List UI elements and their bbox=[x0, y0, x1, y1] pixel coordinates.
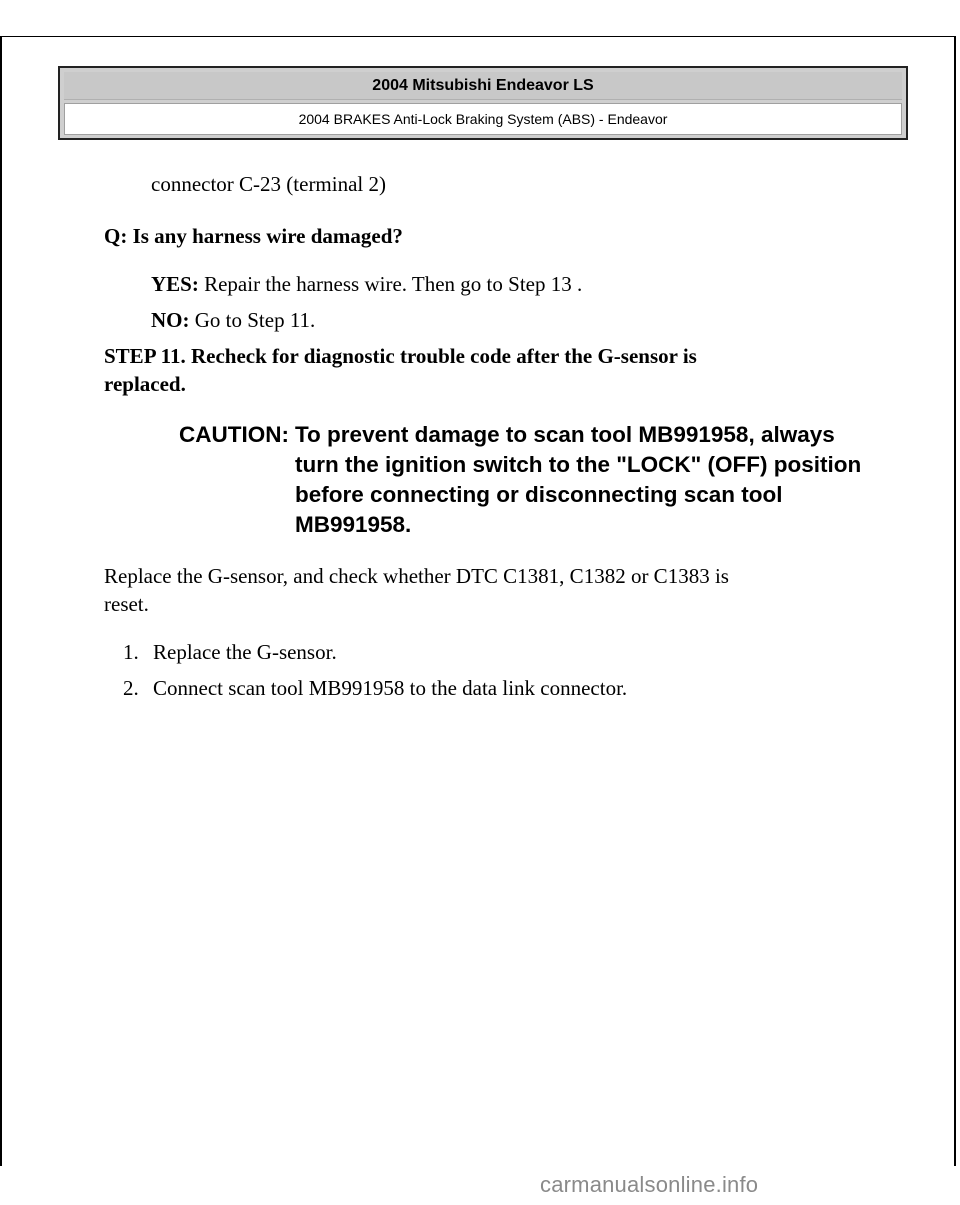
document-header bbox=[58, 66, 908, 140]
list-text: Connect scan tool MB991958 to the data link connector. bbox=[153, 676, 628, 700]
step-title-line2: replaced. bbox=[104, 372, 186, 396]
watermark: carmanualsonline.info bbox=[540, 1172, 759, 1197]
no-label: NO: bbox=[151, 308, 190, 332]
yes-label: YES: bbox=[151, 272, 199, 296]
no-text: Go to Step 11. bbox=[189, 308, 316, 332]
continuation-text: connector C-23 (terminal 2) bbox=[151, 172, 386, 196]
answer-yes bbox=[151, 270, 582, 298]
question-text: Q: Is any harness wire damaged? bbox=[104, 224, 403, 248]
header-title: 2004 Mitsubishi Endeavor LS bbox=[64, 72, 902, 100]
caution-note bbox=[179, 420, 879, 540]
list-item bbox=[123, 674, 627, 702]
caution-label: CAUTION: bbox=[179, 422, 289, 447]
list-text: Replace the G-sensor. bbox=[153, 640, 337, 664]
list-number: 1. bbox=[123, 640, 139, 664]
list-number: 2. bbox=[123, 676, 139, 700]
instruction-line1: Replace the G-sensor, and check whether DTC C1381, C1382 or C1383 is bbox=[104, 564, 729, 588]
header-subtitle: 2004 BRAKES Anti-Lock Braking System (ABS) - Endeavor bbox=[64, 103, 902, 135]
answer-no bbox=[151, 306, 315, 334]
yes-text: Repair the harness wire. Then go to Step 13 . bbox=[198, 272, 583, 296]
caution-text: To prevent damage to scan tool MB991958, always turn the ignition switch to the "LOCK" (OFF) position before connecting or disconnecting scan tool MB991958. bbox=[294, 422, 862, 537]
step-title-line1: STEP 11. Recheck for diagnostic trouble code after the G-sensor is bbox=[104, 344, 697, 368]
instruction-line2: reset. bbox=[104, 592, 149, 616]
list-item bbox=[123, 638, 337, 666]
